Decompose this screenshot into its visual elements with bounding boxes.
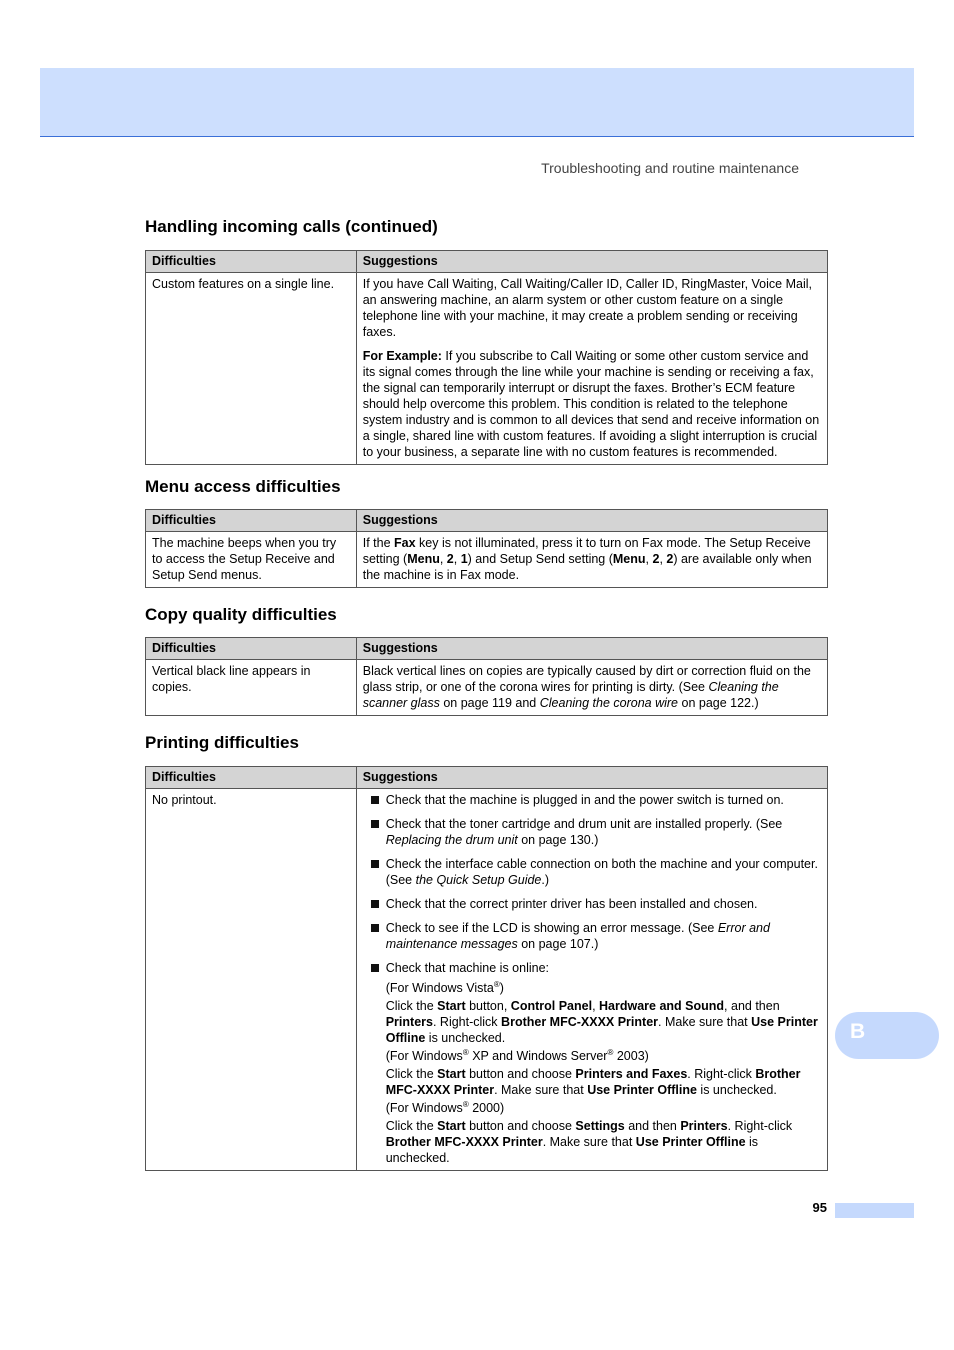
list-item: Check to see if the LCD is showing an error message. (See Error and maintenance messages on page 107.) xyxy=(363,920,821,952)
difficulty-cell: No printout. xyxy=(146,789,357,1171)
column-header-suggestions: Suggestions xyxy=(356,767,827,789)
os-heading-vista: (For Windows Vista®) xyxy=(385,979,504,995)
suggestion-cell: Black vertical lines on copies are typically caused by dirt or correction fluid on the glass strip, or one of the corona wires for printing is dirty. (See Cleaning the scanner glass on page 119 and Cleaning the corona wire on page 122.) xyxy=(356,660,827,716)
table-row xyxy=(146,532,828,588)
section-title-incoming-calls: Handling incoming calls (continued) xyxy=(145,217,438,236)
square-bullet-icon xyxy=(371,796,379,804)
running-header: Troubleshooting and routine maintenance xyxy=(541,160,799,176)
list-item: Check that machine is online: (For Windows Vista®) Click the Start button, Control Panel, Hardware and Sound, and then Printers. Right-click Brother MFC-XXXX Printer. Make sure that Use Printer Offline is unchecked. (For Windows® XP and Windows Server® 2003) Click the Start button and choose Printers and Faxes. Right-click Brother MFC-XXXX Printer. Make sure that Use Printer Offline is unchecked. (For Windows® 2000) Click the Start button and choose Settings and then Printers. Right-click Brother MFC-XXXX Printer. Make sure that Use Printer Offline is unchecked. xyxy=(363,960,821,1166)
suggestion-list xyxy=(363,792,821,1166)
difficulty-cell: Vertical black line appears in copies. xyxy=(146,660,357,716)
list-item: Check that the correct printer driver has been installed and chosen. xyxy=(363,896,821,912)
section-title-copy-quality: Copy quality difficulties xyxy=(145,605,337,624)
difficulty-cell: Custom features on a single line. xyxy=(146,273,357,465)
square-bullet-icon xyxy=(371,964,379,972)
os-instructions xyxy=(386,980,821,1166)
column-header-difficulties: Difficulties xyxy=(146,251,357,273)
cross-reference: Error and maintenance messages xyxy=(385,921,770,951)
os-steps-xp: Click the Start button and choose Printers and Faxes. Right-click Brother MFC-XXXX Printer. Make sure that Use Printer Offline is unchecked. xyxy=(385,1067,801,1097)
column-header-suggestions: Suggestions xyxy=(356,251,827,273)
os-heading-2000: (For Windows® 2000) xyxy=(385,1099,505,1115)
header-band xyxy=(40,68,914,137)
suggestion-cell xyxy=(356,273,827,465)
square-bullet-icon xyxy=(371,820,379,828)
table-row xyxy=(146,273,828,465)
section-title-printing: Printing difficulties xyxy=(145,733,299,752)
os-heading-xp: (For Windows® XP and Windows Server® 2003) xyxy=(385,1047,649,1063)
suggestion-paragraph: If you have Call Waiting, Call Waiting/Caller ID, Caller ID, RingMaster, Voice Mail, an answering machine, an alarm system or other custom feature on a single telephone line with your machine, it may create a problem sending or receiving faxes. xyxy=(362,277,812,339)
difficulty-cell: The machine beeps when you try to access the Setup Receive and Setup Send menus. xyxy=(146,532,357,588)
os-steps-2000: Click the Start button and choose Settings and then Printers. Right-click Brother MFC-XXXX Printer. Make sure that Use Printer Offline is unchecked. xyxy=(385,1119,793,1165)
os-steps-vista: Click the Start button, Control Panel, Hardware and Sound, and then Printers. Right-click Brother MFC-XXXX Printer. Make sure that Use Printer Offline is unchecked. xyxy=(385,999,818,1045)
cross-reference: Replacing the drum unit xyxy=(385,833,518,847)
cross-reference: Cleaning the scanner glass xyxy=(362,680,779,710)
square-bullet-icon xyxy=(371,860,379,868)
section-title-menu-access: Menu access difficulties xyxy=(145,477,341,496)
suggestion-cell: If the Fax key is not illuminated, press it to turn on Fax mode. The Setup Receive setting (Menu, 2, 1) and Setup Send setting (Menu, 2, 2) are available only when the machine is in Fax mode. xyxy=(356,532,827,588)
column-header-difficulties: Difficulties xyxy=(146,767,357,789)
suggestion-paragraph: For Example: If you subscribe to Call Waiting or some other custom service and its signal comes through the line while your machine is sending or receiving a fax, the signal can temporarily interrupt or disrupt the faxes. Brother’s ECM feature should help overcome this problem. This condition is related to the telephone system industry and is common to all devices that send and receive information on a single, shared line with custom features. If avoiding a slight interruption is crucial to your business, a separate line with no custom features is recommended. xyxy=(362,349,820,459)
column-header-difficulties: Difficulties xyxy=(146,510,357,532)
column-header-suggestions: Suggestions xyxy=(356,510,827,532)
page-number-bar xyxy=(835,1203,914,1218)
table-row xyxy=(146,660,828,716)
table-header-row xyxy=(146,638,828,660)
cross-reference: Cleaning the corona wire xyxy=(539,696,679,710)
square-bullet-icon xyxy=(371,924,379,932)
table-header-row xyxy=(146,767,828,789)
printing-table xyxy=(145,766,828,1171)
menu-access-table xyxy=(145,509,828,588)
list-item: Check that the toner cartridge and drum unit are installed properly. (See Replacing the drum unit on page 130.) xyxy=(363,816,821,848)
table-row xyxy=(146,789,828,1171)
list-item: Check that the machine is plugged in and the power switch is turned on. xyxy=(363,792,821,808)
column-header-difficulties: Difficulties xyxy=(146,638,357,660)
chapter-tab-letter: B xyxy=(850,1020,866,1043)
column-header-suggestions: Suggestions xyxy=(356,638,827,660)
square-bullet-icon xyxy=(371,900,379,908)
chapter-tab xyxy=(835,1012,939,1059)
copy-quality-table xyxy=(145,637,828,716)
cross-reference: the Quick Setup Guide xyxy=(415,873,542,887)
suggestion-cell xyxy=(356,789,827,1171)
table-header-row xyxy=(146,510,828,532)
incoming-calls-table xyxy=(145,250,828,465)
table-header-row xyxy=(146,251,828,273)
page-number: 95 xyxy=(812,1200,827,1215)
list-item: Check the interface cable connection on both the machine and your computer. (See the Quick Setup Guide.) xyxy=(363,856,821,888)
